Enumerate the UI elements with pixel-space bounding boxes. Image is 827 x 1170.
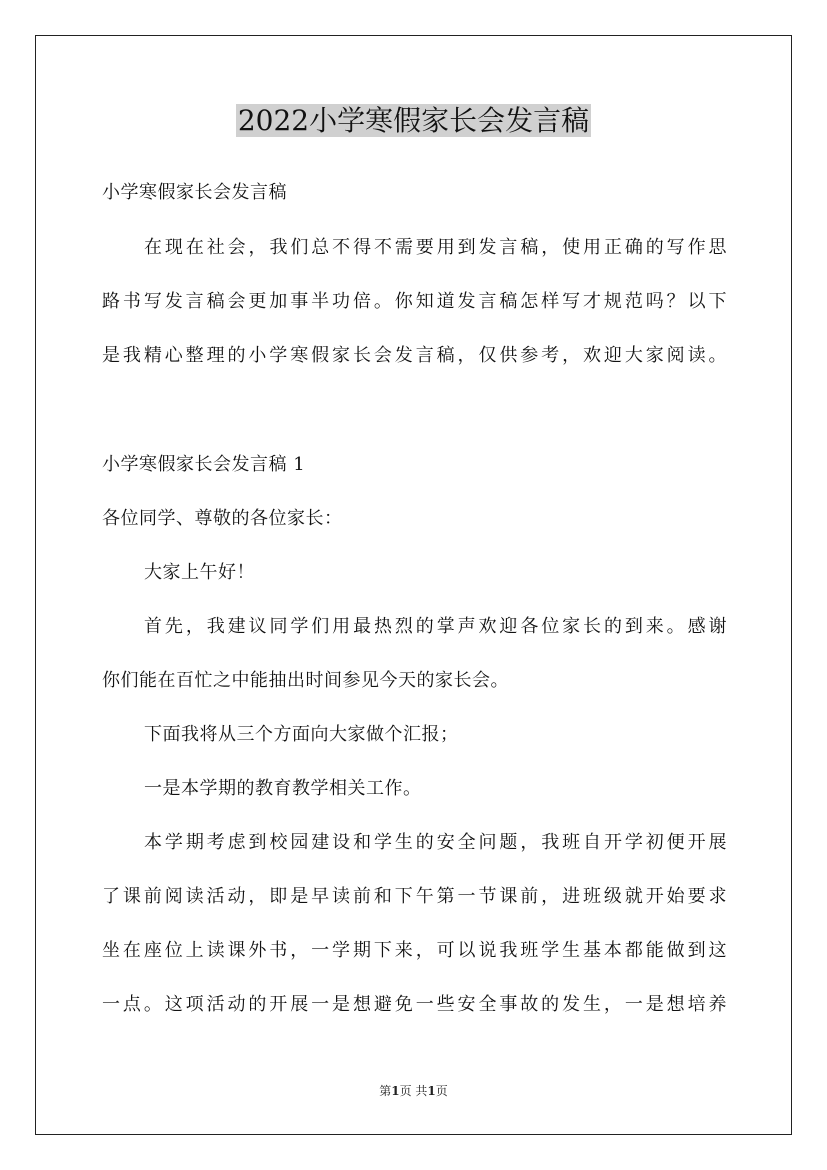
para1-line-1: 首先，我建议同学们用最热烈的掌声欢迎各位家长的到来。感谢 xyxy=(144,616,727,637)
document-title-text: 2022小学寒假家长会发言稿 xyxy=(237,104,590,137)
para4-line-2: 了课前阅读活动，即是早读前和下午第一节课前，进班级就开始要求 xyxy=(102,886,727,907)
para1-line-2: 你们能在百忙之中能抽出时间参见今天的家长会。 xyxy=(102,670,509,691)
footer-prefix: 第 xyxy=(379,1084,392,1098)
section-heading: 小学寒假家长会发言稿 1 xyxy=(102,454,306,475)
intro-line-2: 路书写发言稿会更加事半功倍。你知道发言稿怎样写才规范吗？以下 xyxy=(102,291,727,312)
para4-line-3: 坐在座位上读课外书，一学期下来，可以说我班学生基本都能做到这 xyxy=(102,940,727,961)
footer-page-number: 1 xyxy=(391,1084,400,1098)
document-title xyxy=(0,101,827,141)
greeting: 大家上午好！ xyxy=(144,562,255,583)
footer-mid: 页 共 xyxy=(399,1084,428,1098)
para4-line-1: 本学期考虑到校园建设和学生的安全问题，我班自开学初便开展 xyxy=(144,832,727,853)
intro-line-1: 在现在社会，我们总不得不需要用到发言稿，使用正确的写作思 xyxy=(144,237,727,258)
para3: 一是本学期的教育教学相关工作。 xyxy=(144,778,422,799)
para2: 下面我将从三个方面向大家做个汇报； xyxy=(144,724,459,745)
para4-line-4: 一点。这项活动的开展一是想避免一些安全事故的发生，一是想培养 xyxy=(102,994,727,1015)
subtitle: 小学寒假家长会发言稿 xyxy=(102,182,287,203)
footer-total-pages: 1 xyxy=(427,1084,436,1098)
intro-line-3: 是我精心整理的小学寒假家长会发言稿，仅供参考，欢迎大家阅读。 xyxy=(102,345,727,366)
page-footer xyxy=(0,1083,827,1099)
footer-suffix: 页 xyxy=(435,1084,448,1098)
salutation: 各位同学、尊敬的各位家长： xyxy=(102,508,343,529)
